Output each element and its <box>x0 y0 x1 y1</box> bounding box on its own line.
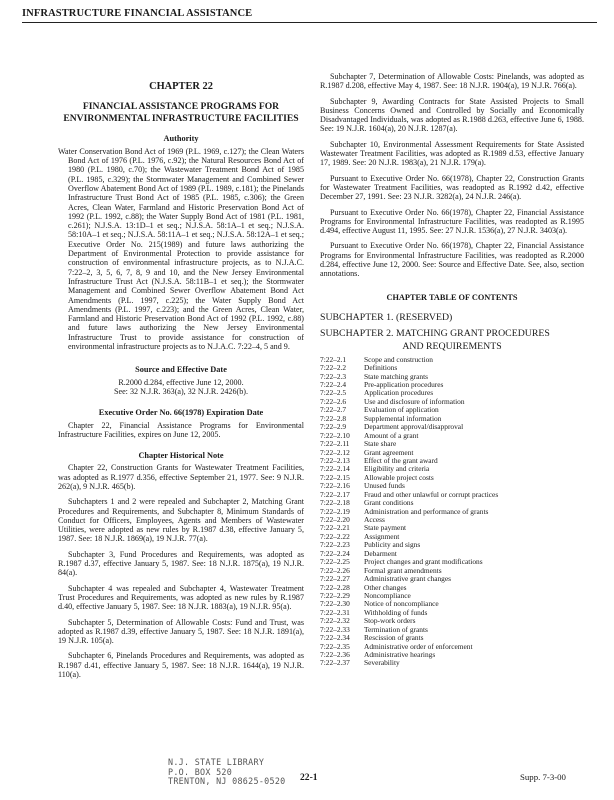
toc-section-number: 7:22–2.12 <box>320 447 350 457</box>
toc-section-number: 7:22–2.16 <box>320 481 350 491</box>
history-paragraph: Pursuant to Executive Order No. 66(1978), Chapter 22, Construction Grants for Wastewater Treatment Facilities, was readopted as R.1992 d.42, effective December 27, 1991. See: 23 N.J.R. 3282(a), 24 N.J.R. 246(a). <box>320 173 584 202</box>
toc-entry <box>320 575 584 583</box>
toc-section-title: Department approval/disapproval <box>364 422 464 432</box>
library-stamp <box>168 758 288 787</box>
toc-section-title: Access <box>364 515 385 525</box>
supplement-date: Supp. 7-3-00 <box>520 772 566 782</box>
toc-entry <box>320 592 584 600</box>
subchapter-heading: SUBCHAPTER 1. (RESERVED) <box>320 311 453 323</box>
toc-title: CHAPTER TABLE OF CONTENTS <box>386 292 518 302</box>
toc-section-number: 7:22–2.20 <box>320 515 350 525</box>
toc-section-title: Noncompliance <box>364 590 411 600</box>
toc-section-number: 7:22–2.14 <box>320 464 350 474</box>
toc-section-number: 7:22–2.26 <box>320 565 350 575</box>
toc-entry <box>320 465 584 473</box>
toc-section-number: 7:22–2.23 <box>320 540 350 550</box>
toc-section-number: 7:22–2.36 <box>320 650 350 660</box>
toc-section-number: 7:22–2.25 <box>320 557 350 567</box>
toc-entry <box>320 600 584 608</box>
toc-section-number: 7:22–2.27 <box>320 574 350 584</box>
toc-section-title: Use and disclosure of information <box>364 396 465 406</box>
toc-section-title: Evaluation of application <box>364 405 439 415</box>
toc-section-title: Administrative grant changes <box>364 574 452 584</box>
history-paragraph: Pursuant to Executive Order No. 66(1978), Chapter 22, Financial Assistance Programs for Environmental Infrastructure Facilities, was readopted as R.2000 d.284, effective June 12, 2000. See: Source and Effective Date. See, also, section annotations. <box>320 241 584 279</box>
toc-entry <box>320 643 584 651</box>
toc-entry <box>320 508 584 516</box>
toc-entry <box>320 457 584 465</box>
history-paragraph: Subchapter 4 was repealed and Subchapter 4, Wastewater Treatment Trust Procedures and Requirements, was adopted as new rules by R.1987 d.40, effective January 5, 1987. See: 18 N.J.R. 1883(a), 19 N.J.R. 95(a). <box>58 583 304 612</box>
toc-section-title: Other changes <box>364 582 407 592</box>
toc-entry <box>320 567 584 575</box>
history-paragraph: Subchapter 5, Determination of Allowable Costs: Fund and Trust, was adopted as R.1987 d.39, effective January 5, 1987. See: 18 N.J.R. 1891(a), 19 N.J.R. 105(a). <box>58 617 304 646</box>
subchapter-heading: SUBCHAPTER 2. MATCHING GRANT PROCEDURES <box>320 327 550 339</box>
toc-section-title: Severability <box>364 658 400 668</box>
toc-section-title: Stop-work orders <box>364 616 416 626</box>
toc-section-title: Formal grant amendments <box>364 565 442 575</box>
toc-section-title: Supplemental information <box>364 413 442 423</box>
toc-section-number: 7:22–2.1 <box>320 354 347 364</box>
toc-section-number: 7:22–2.13 <box>320 455 350 465</box>
toc-section-title: Termination of grants <box>364 624 428 634</box>
toc-entry <box>320 659 584 667</box>
toc-section-number: 7:22–2.32 <box>320 616 350 626</box>
stamp-line: P.O. BOX 520 <box>168 766 233 777</box>
toc-section-title: State share <box>364 439 397 449</box>
toc-section-title: Effect of the grant award <box>364 455 438 465</box>
exec-order-heading: Executive Order No. 66(1978) Expiration Date <box>98 408 264 418</box>
toc-section-title: Rescission of grants <box>364 633 424 643</box>
toc-section-number: 7:22–2.9 <box>320 422 347 432</box>
toc-entry <box>320 432 584 440</box>
toc-section-title: Assignment <box>364 531 400 541</box>
toc-section-number: 7:22–2.30 <box>320 599 350 609</box>
history-paragraph: Subchapter 6, Pinelands Procedures and Requirements, was adopted as R.1987 d.41, effective January 5, 1987. See: 18 N.J.R. 1644(a), 19 N.J.R. 110(a). <box>58 651 304 680</box>
toc-entry <box>320 651 584 659</box>
page-number: 22-1 <box>300 772 318 783</box>
toc-section-title: Administrative hearings <box>364 650 436 660</box>
toc-entry <box>320 398 584 406</box>
toc-section-number: 7:22–2.31 <box>320 607 350 617</box>
history-paragraph: Subchapter 9, Awarding Contracts for State Assisted Projects to Small Business Concerns Owned and Controlled by Socially and Economically Disadvantaged Individuals, was adopted as R.1988 d.263, effective June 6, 1988. See: 19 N.J.R. 1604(a), 20 N.J.R. 1287(a). <box>320 96 584 134</box>
toc-section-title: Publicity and signs <box>364 540 421 550</box>
toc-entry <box>320 609 584 617</box>
toc-section-number: 7:22–2.8 <box>320 413 347 423</box>
authority-text: Water Conservation Bond Act of 1969 (P.L. 1969, c.127); the Clean Waters Bond Act of 1976 (P.L. 1976, c.92); the Natural Resources Bond Act of 1980 (P.L. 1980, c.70); the Wastewater Treatment Bond Act of 1985 (P.L. 1985, c.329); the Stormwater Management and Combined Sewer Overflow Abatement Bond Act of 1989 (P.L. 1989, c.181); the Pinelands Infrastructure Trust Bond Act of 1985 (P.L. 1985, c.306); the Green Acres, Clean Water, Farmland and Historic Preservation Bond Act of 1992 (P.L. 1992, c.88); the Water Supply Bond Act of 1981 (P.L. 1981, c.261); N.J.S.A. 13:1D–1 et seq.; N.J.S.A. 58:1A–1 et seq.; N.J.S.A. 58:10A–1 et seq.; N.J.S.A. 58:11A–1 et seq.; N.J.S.A. 58:12A–1 et seq.; Executive Order No. 215(1989) and future laws authorizing the Department of Environmental Protection to provide assistance for construction of environmental infrastructure projects, as to N.J.A.C. 7:22–2, 3, 5, 6, 7, 8, 9 and 10, and the New Jersey Environmental Infrastructure Trust Act (N.J.S.A. 58:11B–1 et seq.); the Stormwater Management and Combined Sewer Overflow Abatement Bond Act Amendments (P.L. 1997, c.225); the Water Supply Bond Act Amendments (P.L. 1997, c.223); and the Green Acres, Clean Water, Farmland and Historic Preservation Bond Act of 1992 (P.L. 1992, c.88) and future laws authorizing the New Jersey Environmental Infrastructure Trust to provide assistance for construction of environmental infrastructure projects as to N.J.A.C. 7:22–4, 5 and 9. <box>58 146 304 352</box>
toc-section-title: Eligibility and criteria <box>364 464 430 474</box>
toc-section-number: 7:22–2.19 <box>320 506 350 516</box>
toc-entry <box>320 356 584 364</box>
toc-section-title: Grant agreement <box>364 447 414 457</box>
chapter-title: FINANCIAL ASSISTANCE PROGRAMS FOR ENVIRONMENTAL INFRASTRUCTURE FACILITIES <box>63 101 299 124</box>
toc-section-number: 7:22–2.3 <box>320 371 347 381</box>
toc-entry <box>320 474 584 482</box>
toc-section-title: Administrative order of enforcement <box>364 641 473 651</box>
toc-entry <box>320 558 584 566</box>
source-heading: Source and Effective Date <box>135 365 227 375</box>
history-paragraph: Subchapters 1 and 2 were repealed and Subchapter 2, Matching Grant Procedures and Requirements, and Subchapter 8, Minimum Standards of Conduct for Officers, Employees, Agents and Members of Wastewater Utilities, were adopted as new rules by R.1987 d.38, effective January 5, 1987. See: 18 N.J.R. 1869(a), 19 N.J.R. 77(a). <box>58 497 304 544</box>
toc-section-title: Fraud and other unlawful or corrupt practices <box>364 489 499 499</box>
toc-section-number: 7:22–2.6 <box>320 396 347 406</box>
stamp-line: TRENTON, NJ 08625-0520 <box>168 776 286 787</box>
toc-section-title: State matching grants <box>364 371 429 381</box>
history-paragraph: Pursuant to Executive Order No. 66(1978), Chapter 22, Financial Assistance Programs for Environmental Infrastructure Facilities, was readopted as R.1995 d.494, effective August 11, 1995. See: 27 N.J.R. 1536(a), 27 N.J.R. 3403(a). <box>320 207 584 236</box>
toc-section-number: 7:22–2.35 <box>320 641 350 651</box>
history-paragraph: Chapter 22, Construction Grants for Wastewater Treatment Facilities, was adopted as R.1977 d.356, effective September 21, 1977. See: 9 N.J.R. 262(a), 9 N.J.R. 465(b). <box>58 463 304 491</box>
toc-section-number: 7:22–2.10 <box>320 430 350 440</box>
source-line: R.2000 d.284, effective June 12, 2000. <box>118 377 244 387</box>
toc-entry <box>320 524 584 532</box>
exec-order-text: Chapter 22, Financial Assistance Programs for Environmental Infrastructure Facilities, expires on June 12, 2005. <box>58 420 304 439</box>
history-heading: Chapter Historical Note <box>138 451 224 461</box>
toc-section-title: Definitions <box>364 363 398 373</box>
right-column <box>320 72 584 668</box>
toc-section-number: 7:22–2.17 <box>320 489 350 499</box>
toc-entry <box>320 541 584 549</box>
toc-section-title: Administration and performance of grants <box>364 506 489 516</box>
toc-section-number: 7:22–2.34 <box>320 633 350 643</box>
toc-section-number: 7:22–2.21 <box>320 523 350 533</box>
source-citation: See: 32 N.J.R. 363(a), 32 N.J.R. 2426(b). <box>114 386 248 396</box>
chapter-number: CHAPTER 22 <box>149 81 213 92</box>
toc-section-number: 7:22–2.29 <box>320 590 350 600</box>
toc-section-title: Scope and construction <box>364 354 433 364</box>
left-column <box>58 78 304 685</box>
toc-entry <box>320 491 584 499</box>
toc-list <box>320 356 584 668</box>
toc-entry <box>320 626 584 634</box>
toc-entry <box>320 364 584 372</box>
toc-entry <box>320 449 584 457</box>
history-paragraph: Subchapter 3, Fund Procedures and Requirements, was adopted as R.1987 d.37, effective January 5, 1987. See: 18 N.J.R. 1875(a), 19 N.J.R. 84(a). <box>58 549 304 578</box>
toc-section-number: 7:22–2.7 <box>320 405 347 415</box>
toc-section-title: Application procedures <box>364 388 434 398</box>
toc-entry <box>320 617 584 625</box>
stamp-line: N.J. STATE LIBRARY <box>168 757 265 767</box>
toc-section-title: Debarment <box>364 548 397 558</box>
toc-section-number: 7:22–2.2 <box>320 363 347 373</box>
toc-section-title: Withholding of funds <box>364 607 428 617</box>
toc-entry <box>320 373 584 381</box>
toc-section-number: 7:22–2.22 <box>320 531 350 541</box>
toc-section-title: Grant conditions <box>364 498 414 508</box>
authority-heading: Authority <box>163 134 199 144</box>
toc-section-title: Pre-application procedures <box>364 380 444 390</box>
toc-entry <box>320 584 584 592</box>
toc-entry <box>320 381 584 389</box>
toc-section-title: Notice of noncompliance <box>364 599 439 609</box>
toc-section-number: 7:22–2.18 <box>320 498 350 508</box>
toc-section-number: 7:22–2.5 <box>320 388 347 398</box>
toc-entry <box>320 406 584 414</box>
toc-section-title: Allowable project costs <box>364 472 434 482</box>
toc-section-title: Project changes and grant modifications <box>364 557 483 567</box>
subchapter-heading-cont: AND REQUIREMENTS <box>402 341 502 353</box>
toc-section-number: 7:22–2.37 <box>320 658 350 668</box>
toc-section-number: 7:22–2.11 <box>320 439 350 449</box>
toc-entry <box>320 533 584 541</box>
running-header: INFRASTRUCTURE FINANCIAL ASSISTANCE <box>22 8 597 23</box>
history-paragraph: Subchapter 10, Environmental Assessment Requirements for State Assisted Wastewater Treatment Facilities, was adopted as R.1989 d.53, effective January 17, 1989. See: 20 N.J.R. 1983(a), 21 N.J.R. 179(a). <box>320 139 584 168</box>
toc-section-number: 7:22–2.24 <box>320 548 350 558</box>
toc-section-number: 7:22–2.4 <box>320 380 347 390</box>
toc-section-number: 7:22–2.33 <box>320 624 350 634</box>
toc-entry <box>320 440 584 448</box>
history-paragraph: Subchapter 7, Determination of Allowable Costs: Pinelands, was adopted as R.1987 d.208, effective May 4, 1987. See: 18 N.J.R. 1904(a), 19 N.J.R. 766(a). <box>320 72 584 91</box>
toc-section-number: 7:22–2.15 <box>320 472 350 482</box>
toc-section-title: Amount of a grant <box>364 430 419 440</box>
toc-section-title: State payment <box>364 523 407 533</box>
toc-entry <box>320 423 584 431</box>
toc-entry <box>320 516 584 524</box>
toc-section-title: Unused funds <box>364 481 405 491</box>
toc-section-number: 7:22–2.28 <box>320 582 350 592</box>
